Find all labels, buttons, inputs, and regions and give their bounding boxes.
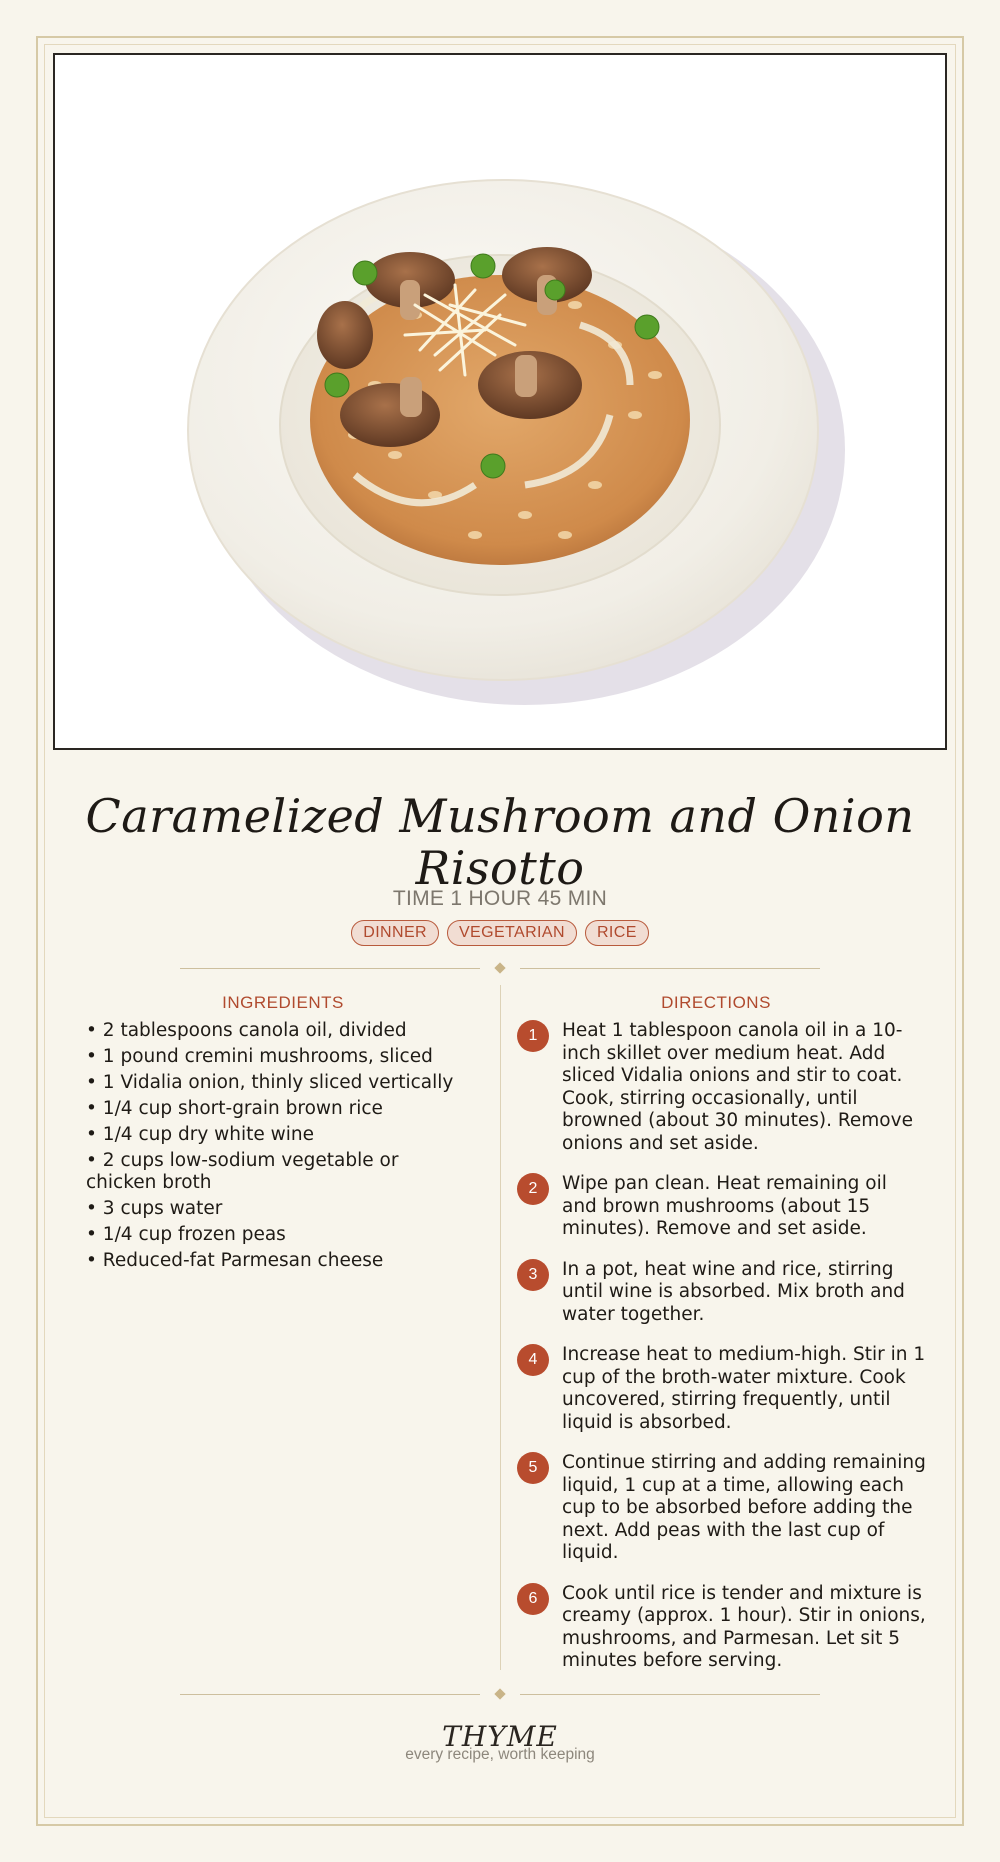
divider-diamond-icon [494, 1688, 505, 1699]
brand-logo: THYME [442, 1720, 558, 1753]
step-number-badge: 6 [517, 1583, 549, 1615]
recipe-title: Caramelized Mushroom and Onion Risotto [85, 789, 915, 895]
divider-diamond-icon [494, 962, 505, 973]
recipe-tags [0, 920, 1000, 946]
ingredients-heading: INGREDIENTS [222, 993, 344, 1012]
divider-line-left [180, 968, 480, 969]
ingredient-item: • 1/4 cup frozen peas [86, 1224, 466, 1246]
divider-line-right [520, 1694, 820, 1695]
column-divider [500, 985, 501, 1670]
direction-step [516, 1452, 926, 1565]
directions-list [516, 1020, 926, 1691]
divider-line-right [520, 968, 820, 969]
step-text: In a pot, heat wine and rice, stirring until wine is absorbed. Mix broth and water together. [562, 1258, 905, 1325]
ingredient-item: • 1 Vidalia onion, thinly sliced vertically [86, 1072, 466, 1094]
direction-step [516, 1173, 926, 1241]
tag-vegetarian[interactable]: VEGETARIAN [447, 920, 577, 946]
tag-rice[interactable]: RICE [585, 920, 649, 946]
directions-heading: DIRECTIONS [661, 993, 771, 1012]
dish-photo [53, 53, 947, 750]
step-number-badge: 4 [517, 1344, 549, 1376]
ingredient-item: • 1 pound cremini mushrooms, sliced [86, 1046, 466, 1068]
brand-tagline: every recipe, worth keeping [405, 1746, 595, 1763]
ingredient-item: • Reduced-fat Parmesan cheese [86, 1250, 466, 1272]
ingredient-item: • 1/4 cup short-grain brown rice [86, 1098, 466, 1120]
step-text: Increase heat to medium-high. Stir in 1 cup of the broth-water mixture. Cook uncovered, stirring frequently, until liquid is absorbed. [562, 1344, 926, 1433]
direction-step [516, 1344, 926, 1434]
top-divider [180, 962, 820, 976]
step-text: Continue stirring and adding remaining liquid, 1 cup at a time, allowing each cup to be absorbed before adding the next. Add peas with the last cup of liquid. [562, 1452, 926, 1563]
cook-time: TIME 1 HOUR 45 MIN [392, 887, 608, 910]
direction-step [516, 1259, 926, 1327]
divider-line-left [180, 1694, 480, 1695]
ingredient-item: • 1/4 cup dry white wine [86, 1124, 466, 1146]
step-text: Wipe pan clean. Heat remaining oil and brown mushrooms (about 15 minutes). Remove and set aside. [562, 1173, 887, 1239]
ingredient-item: • 3 cups water [86, 1198, 466, 1220]
direction-step [516, 1020, 926, 1155]
direction-step [516, 1583, 926, 1673]
step-number-badge: 2 [517, 1173, 549, 1205]
step-text: Heat 1 tablespoon canola oil in a 10-inch skillet over medium heat. Add sliced Vidalia onions and stir to coat. Cook, stirring occasionally, until browned (about 30 minutes). Remove onions and set aside. [562, 1020, 913, 1154]
step-number-badge: 1 [517, 1020, 549, 1052]
step-number-badge: 5 [517, 1452, 549, 1484]
step-number-badge: 3 [517, 1259, 549, 1291]
tag-dinner[interactable]: DINNER [351, 920, 439, 946]
ingredient-item: • 2 tablespoons canola oil, divided [86, 1020, 466, 1042]
bottom-divider [180, 1688, 820, 1702]
step-text: Cook until rice is tender and mixture is creamy (approx. 1 hour). Stir in onions, mushrooms, and Parmesan. Let sit 5 minutes before serving. [562, 1582, 926, 1671]
ingredient-item: • 2 cups low-sodium vegetable or chicken broth [86, 1150, 466, 1194]
ingredients-list [86, 1020, 466, 1276]
